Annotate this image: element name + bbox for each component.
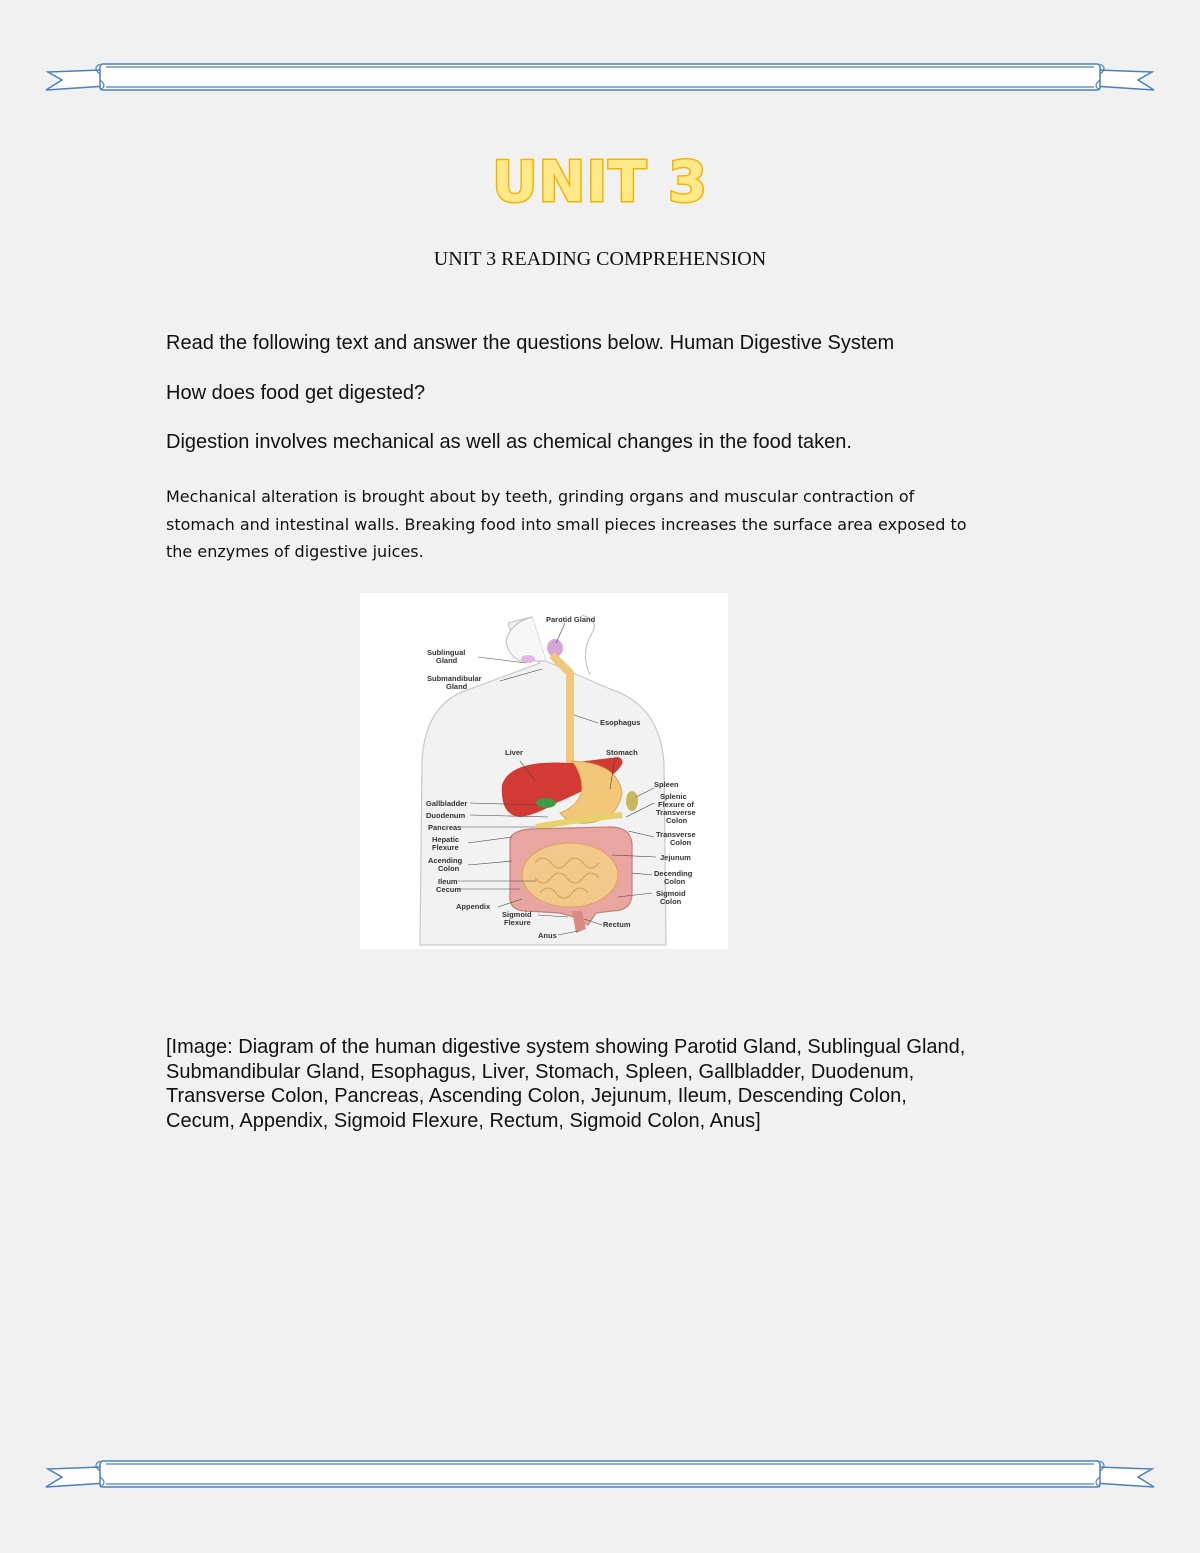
label-submandibular-gland: Submandibular	[427, 674, 482, 683]
unit-title: UNIT 3	[492, 150, 708, 215]
label-splenic-flexure-4: Colon	[666, 816, 688, 825]
label-transverse-colon: Transverse	[656, 830, 696, 839]
label-rectum: Rectum	[603, 920, 631, 929]
label-sublingual-gland-2: Gland	[436, 656, 458, 665]
label-stomach: Stomach	[606, 748, 638, 757]
label-cecum: Cecum	[436, 885, 462, 894]
label-anus: Anus	[538, 931, 557, 940]
label-sigmoid-colon-2: Colon	[660, 897, 682, 906]
top-scroll-banner	[40, 58, 1160, 98]
label-sigmoid-flexure-2: Flexure	[504, 918, 531, 927]
label-splenic-flexure-2: Flexure of	[658, 800, 694, 809]
label-acending-colon: Acending	[428, 856, 463, 865]
bottom-scroll-banner	[40, 1455, 1160, 1495]
label-gallbladder: Gallbladder	[426, 799, 468, 808]
label-ileum: Ileum	[438, 877, 458, 886]
text-line: Mechanical alteration is brought about by teeth, grinding organs and muscular contraction of	[166, 487, 915, 506]
text-line: stomach and intestinal walls. Breaking food into small pieces increases the surface area exposed to	[166, 514, 967, 534]
mechanical-alteration-paragraph	[166, 483, 1066, 566]
label-duodenum: Duodenum	[426, 811, 466, 820]
label-spleen: Spleen	[654, 780, 679, 789]
label-appendix: Appendix	[456, 902, 491, 911]
label-hepatic-flexure: Hepatic	[432, 835, 460, 844]
label-transverse-colon-2: Colon	[670, 838, 692, 847]
label-decending-colon: Decending	[654, 869, 693, 878]
label-sigmoid-flexure: Sigmoid	[502, 910, 532, 919]
label-jejunum: Jejunum	[660, 853, 691, 862]
label-acending-colon-2: Colon	[438, 864, 460, 873]
label-splenic-flexure: Splenic	[660, 792, 687, 801]
label-esophagus: Esophagus	[600, 718, 641, 727]
question-paragraph: How does food get digested?	[166, 382, 426, 404]
caption-line: Cecum, Appendix, Sigmoid Flexure, Rectum, Sigmoid Colon, Anus]	[166, 1109, 761, 1132]
label-sublingual-gland: Sublingual	[427, 648, 466, 657]
caption-line: Transverse Colon, Pancreas, Ascending Colon, Jejunum, Ileum, Descending Colon,	[166, 1085, 907, 1108]
label-sigmoid-colon: Sigmoid	[656, 889, 686, 898]
text-line: the enzymes of digestive juices.	[166, 542, 424, 561]
statement-paragraph: Digestion involves mechanical as well as chemical changes in the food taken.	[166, 431, 852, 453]
caption-line: [Image: Diagram of the human digestive system showing Parotid Gland, Sublingual Gland,	[166, 1036, 966, 1058]
digestive-system-diagram	[360, 593, 728, 949]
intro-paragraph: Read the following text and answer the questions below. Human Digestive System	[166, 332, 895, 354]
label-parotid-gland: Parotid Gland	[546, 615, 596, 624]
label-pancreas: Pancreas	[428, 823, 462, 832]
caption-line: Submandibular Gland, Esophagus, Liver, Stomach, Spleen, Gallbladder, Duodenum,	[166, 1060, 915, 1083]
image-caption	[166, 1035, 1066, 1133]
page-subtitle: UNIT 3 READING COMPREHENSION	[433, 248, 767, 270]
label-liver: Liver	[505, 748, 523, 757]
label-splenic-flexure-3: Transverse	[656, 808, 696, 817]
label-submandibular-gland-2: Gland	[446, 682, 468, 691]
label-decending-colon-2: Colon	[664, 877, 686, 886]
label-hepatic-flexure-2: Flexure	[432, 843, 459, 852]
